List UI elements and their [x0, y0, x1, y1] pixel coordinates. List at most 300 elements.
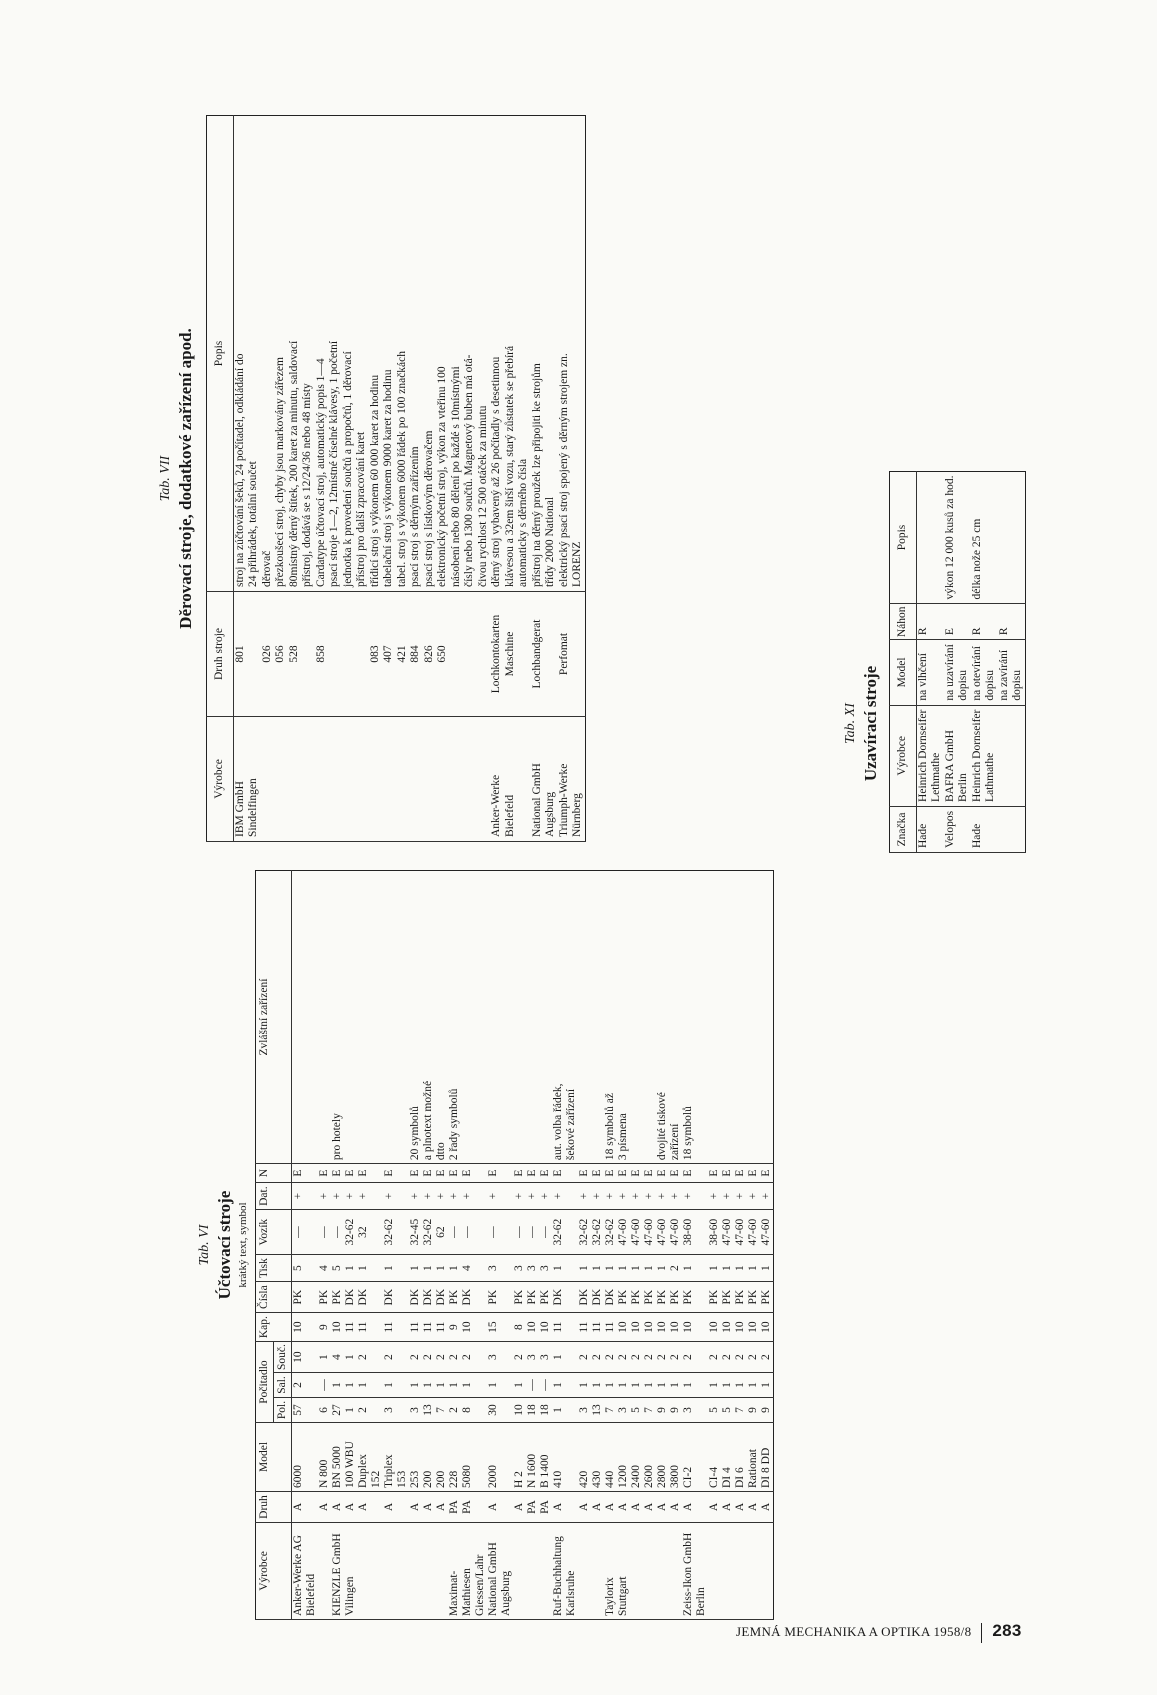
table-cell [526, 871, 539, 1164]
table-cell: DI 4 [721, 1423, 734, 1492]
table-cell: 18 symbolů až [604, 871, 617, 1164]
table-cell: PK [539, 1282, 552, 1313]
table-cell: Duplex [357, 1423, 370, 1492]
table-cell [916, 471, 930, 604]
table-cell [695, 1342, 708, 1373]
table-cell: 2 [656, 1342, 669, 1373]
table-cell: PK [708, 1282, 721, 1313]
table-cell: 32-45 [409, 1210, 422, 1255]
table-row [435, 871, 448, 1620]
table-cell: 1 [760, 1255, 774, 1282]
table-cell: 1 [435, 1255, 448, 1282]
footer-divider [981, 1623, 982, 1643]
table-cell [305, 1373, 318, 1398]
table-cell: DK [435, 1282, 448, 1313]
col-header: Souč. [274, 1342, 292, 1373]
table-cell [305, 1313, 318, 1342]
table-cell: + [760, 1183, 774, 1210]
table-cell [747, 1523, 760, 1620]
table-cell: + [552, 1183, 565, 1210]
table-cell: + [435, 1183, 448, 1210]
table-cell [474, 1210, 487, 1255]
table-cell [305, 1398, 318, 1423]
table-cell [342, 717, 356, 842]
table-cell: E [630, 1164, 643, 1183]
table-cell [274, 717, 288, 842]
table-row [370, 871, 383, 1620]
table-cell: PK [682, 1282, 695, 1313]
col-header: Výrobce [207, 717, 234, 842]
table-cell: 421 [396, 592, 410, 717]
table-cell [565, 1398, 578, 1423]
table-cell: PK [513, 1282, 526, 1313]
table-row [916, 471, 930, 852]
table-cell [370, 1398, 383, 1423]
table-row [682, 871, 695, 1620]
table-row [721, 871, 734, 1620]
table-cell: Heinrich Dornseifer [916, 705, 930, 806]
table-cell: 11 [435, 1313, 448, 1342]
table-cell [984, 471, 998, 604]
table-cell [247, 592, 261, 717]
table-cell: 3 [682, 1398, 695, 1423]
table-row [383, 871, 396, 1620]
table-cell: A [656, 1492, 669, 1523]
table-cell [630, 871, 643, 1164]
table-cell: — [487, 1210, 500, 1255]
table-cell: 2 [747, 1342, 760, 1373]
table-cell: 1 [344, 1373, 357, 1398]
table-cell: a plnotext možné [422, 871, 435, 1164]
table-cell: H 2 [513, 1423, 526, 1492]
table-cell: 1 [318, 1342, 331, 1373]
table-row [558, 116, 572, 842]
table-cell [695, 1313, 708, 1342]
table-cell: 1 [578, 1255, 591, 1282]
table-cell: A [617, 1492, 630, 1523]
table-row [474, 871, 487, 1620]
table-cell [396, 1164, 409, 1183]
table-cell: 3 písmena [617, 871, 630, 1164]
table-row [396, 116, 410, 842]
table-row [643, 871, 656, 1620]
table-6-title: Účtovací stroje [215, 1190, 234, 1300]
table-cell: 1 [422, 1255, 435, 1282]
table-cell: E [448, 1164, 461, 1183]
table-cell [474, 1282, 487, 1313]
table-cell [423, 717, 437, 842]
table-cell: E [344, 1164, 357, 1183]
table-cell: National GmbH [487, 1523, 500, 1620]
table-cell: A [760, 1492, 774, 1523]
table-cell: + [331, 1183, 344, 1210]
col-header: Druh stroje [207, 592, 234, 717]
table-cell [565, 1373, 578, 1398]
table-cell [396, 1373, 409, 1398]
table-cell: E [409, 1164, 422, 1183]
table-cell: 9 [760, 1398, 774, 1423]
table-cell: 10 [760, 1313, 774, 1342]
table-cell: E [357, 1164, 370, 1183]
table-cell: psací stroje 1—2, 12místné číselné klávesy, 1 početní [328, 116, 342, 592]
table-cell [357, 1523, 370, 1620]
table-cell: 3 [578, 1398, 591, 1423]
table-cell: 2 [682, 1342, 695, 1373]
table-cell [747, 871, 760, 1164]
table-cell [695, 1164, 708, 1183]
table-cell: na uzavírání [944, 640, 958, 706]
table-cell: pro hotely [331, 871, 344, 1164]
table-cell [500, 1313, 513, 1342]
table-cell [957, 471, 971, 604]
col-header: Výrobce [256, 1523, 292, 1620]
table-row [396, 871, 409, 1620]
table-cell: 2 [591, 1342, 604, 1373]
table-cell: 1 [487, 1373, 500, 1398]
table-row [930, 471, 944, 852]
table-cell: přezkoušecí stroj, chyby jsou markovány zářezem [274, 116, 288, 592]
table-row [544, 116, 558, 842]
table-cell: 2 [422, 1342, 435, 1373]
table-cell: 1 [422, 1373, 435, 1398]
table-cell [305, 1492, 318, 1523]
table-cell: PK [630, 1282, 643, 1313]
table-cell: + [747, 1183, 760, 1210]
table-cell: DI 8 DD [760, 1423, 774, 1492]
table-cell: 801 [233, 592, 247, 717]
table-row [355, 116, 369, 842]
table-cell [695, 1373, 708, 1398]
table-cell: 20 symbolů [409, 871, 422, 1164]
table-cell: 2000 [487, 1423, 500, 1492]
table-row [656, 871, 669, 1620]
col-header: Náhon [890, 604, 917, 640]
table-cell: 200 [422, 1423, 435, 1492]
table-cell [517, 717, 531, 842]
col-header: Pol. [274, 1398, 292, 1423]
table-cell: 200 [435, 1423, 448, 1492]
table-cell: + [617, 1183, 630, 1210]
table-cell: 47-60 [760, 1210, 774, 1255]
table-cell [500, 1342, 513, 1373]
table-cell: klávesou a 32em širší vozu, starý zůstatek se přebírá [504, 116, 518, 592]
table-cell: PK [734, 1282, 747, 1313]
table-cell: Triplex [383, 1423, 396, 1492]
table-cell: dopisu [957, 640, 971, 706]
table-cell [1011, 806, 1025, 852]
table-cell: délka nože 25 cm [971, 471, 985, 604]
table-row [409, 116, 423, 842]
table-cell: dopisu [984, 640, 998, 706]
table-cell: — [461, 1210, 474, 1255]
table-cell: — [331, 1210, 344, 1255]
table-cell: 6000 [292, 1423, 306, 1492]
table-cell: R [916, 604, 930, 640]
table-cell: + [422, 1183, 435, 1210]
table-cell: PA [461, 1492, 474, 1523]
table-cell: E [513, 1164, 526, 1183]
table-cell: PK [448, 1282, 461, 1313]
table-row [734, 871, 747, 1620]
table-cell: + [630, 1183, 643, 1210]
table-cell: 1 [721, 1373, 734, 1398]
table-cell [539, 1523, 552, 1620]
table-cell [474, 1423, 487, 1492]
table-cell: 30 [487, 1398, 500, 1423]
table-cell: A [591, 1492, 604, 1523]
table-cell [396, 1210, 409, 1255]
table-cell [630, 1523, 643, 1620]
table-cell [435, 1523, 448, 1620]
table-cell [695, 1398, 708, 1423]
table-cell [544, 592, 558, 717]
table-cell: + [461, 1183, 474, 1210]
table-cell: 2 [461, 1342, 474, 1373]
table-cell: 1 [344, 1255, 357, 1282]
table-row [423, 116, 437, 842]
table-cell: 152 [370, 1423, 383, 1492]
table-cell: 57 [292, 1398, 306, 1423]
table-cell: KIENZLE GmbH [331, 1523, 344, 1620]
table-cell: 253 [409, 1423, 422, 1492]
table-cell [721, 1523, 734, 1620]
table-cell: 153 [396, 1423, 409, 1492]
table-row [1011, 471, 1025, 852]
table-row [669, 871, 682, 1620]
table-cell: Bielefeld [305, 1523, 318, 1620]
table-cell [760, 1523, 774, 1620]
table-cell [571, 592, 585, 717]
table-cell [477, 592, 491, 717]
table-cell [305, 1342, 318, 1373]
table-cell: 5 [721, 1398, 734, 1423]
table-cell: 9 [747, 1398, 760, 1423]
col-header: Výrobce [890, 705, 917, 806]
table-row [617, 871, 630, 1620]
table-cell [513, 1523, 526, 1620]
table-cell: Cardatype účtovací stroj, automatický popis 1—4 [315, 116, 329, 592]
table-cell: 18 symbolů [682, 871, 695, 1164]
table-cell: 083 [369, 592, 383, 717]
table-row [436, 116, 450, 842]
table-row [448, 871, 461, 1620]
table-cell: + [604, 1183, 617, 1210]
table-cell: 1 [669, 1373, 682, 1398]
table-cell: E [734, 1164, 747, 1183]
table-cell: 1 [344, 1342, 357, 1373]
table-cell [565, 1492, 578, 1523]
table-cell: E [656, 1164, 669, 1183]
table-cell: A [682, 1492, 695, 1523]
table-cell [643, 1523, 656, 1620]
table-cell: 10 [292, 1313, 306, 1342]
table-cell: 1 [721, 1255, 734, 1282]
table-cell [721, 871, 734, 1164]
table-cell: Nürnberg [571, 717, 585, 842]
table-cell: Stuttgart [617, 1523, 630, 1620]
table-cell: DK [409, 1282, 422, 1313]
table-cell: Sindelfingen [247, 717, 261, 842]
table-cell [474, 1164, 487, 1183]
table-cell: 9 [669, 1398, 682, 1423]
col-header: Model [890, 640, 917, 706]
table-cell: E [669, 1164, 682, 1183]
table-cell: R [971, 604, 985, 640]
table-cell: E [487, 1164, 500, 1183]
table-cell [565, 1164, 578, 1183]
table-cell: 2 [357, 1342, 370, 1373]
table-cell: 650 [436, 592, 450, 717]
table-cell [565, 1183, 578, 1210]
table-cell: 2 [513, 1342, 526, 1373]
table-cell [305, 1210, 318, 1255]
table-cell [984, 806, 998, 852]
table-cell: 11 [591, 1313, 604, 1342]
table-cell: 1 [591, 1255, 604, 1282]
table-cell: 2 [357, 1398, 370, 1423]
table-cell: E [461, 1164, 474, 1183]
table-cell [500, 1183, 513, 1210]
table-cell: 1 [682, 1255, 695, 1282]
table-cell: PK [487, 1282, 500, 1313]
table-cell: 407 [382, 592, 396, 717]
table-cell: Mathiesen [461, 1523, 474, 1620]
table-cell: Lethmathe [930, 705, 944, 806]
col-header: Kap. [256, 1313, 292, 1342]
table-cell: 5 [292, 1255, 306, 1282]
table-cell [513, 871, 526, 1164]
table-cell: 10 [643, 1313, 656, 1342]
table-cell: A [669, 1492, 682, 1523]
table-cell [305, 871, 318, 1164]
table-cell [342, 592, 356, 717]
table-cell [695, 1282, 708, 1313]
table-cell: E [292, 1164, 306, 1183]
table-cell [500, 1282, 513, 1313]
table-row [571, 116, 585, 842]
table-cell [998, 471, 1012, 604]
table-cell: E [708, 1164, 721, 1183]
table-cell: 1 [461, 1373, 474, 1398]
table-cell: + [578, 1183, 591, 1210]
table-row [422, 871, 435, 1620]
table-cell: PK [721, 1282, 734, 1313]
table-cell [370, 1183, 383, 1210]
table-row [315, 116, 329, 842]
table-cell: DK [357, 1282, 370, 1313]
table-cell [565, 1313, 578, 1342]
table-6-number: Tab. VI [197, 1224, 212, 1266]
table-cell [396, 717, 410, 842]
table-cell: 10 [526, 1313, 539, 1342]
table-cell: 1 [643, 1373, 656, 1398]
table-cell [474, 1373, 487, 1398]
table-cell [669, 1523, 682, 1620]
table-cell: DK [461, 1282, 474, 1313]
table-cell: 27 [331, 1398, 344, 1423]
table-cell: 1 [734, 1255, 747, 1282]
table-cell: děrný stroj vybavený až 26 počítadly s desetinnou [490, 116, 504, 592]
table-cell: 7 [435, 1398, 448, 1423]
table-row [369, 116, 383, 842]
table-cell [477, 717, 491, 842]
table-cell [292, 871, 306, 1164]
table-cell [957, 806, 971, 852]
table-11-number: Tab. XI [843, 703, 858, 744]
table-cell: E [944, 604, 958, 640]
table-cell [526, 1523, 539, 1620]
table-cell: E [435, 1164, 448, 1183]
table-cell: A [747, 1492, 760, 1523]
table-cell [409, 1523, 422, 1620]
table-cell: 1 [552, 1373, 565, 1398]
table-cell: jednotka k provedení součtů a propočtů, 1 děrovací [342, 116, 356, 592]
table-11-block [843, 475, 1026, 853]
table-cell [998, 806, 1012, 852]
table-cell: A [331, 1492, 344, 1523]
table-cell: 47-60 [734, 1210, 747, 1255]
table-cell: čivou rychlost 12 500 otáček za minutu [477, 116, 491, 592]
table-cell: 32-62 [422, 1210, 435, 1255]
table-cell: PK [747, 1282, 760, 1313]
table-cell [370, 1210, 383, 1255]
table-cell: 10 [292, 1342, 306, 1373]
table-cell: Anker-Werke [490, 717, 504, 842]
table-cell [487, 871, 500, 1164]
table-cell: Hade [971, 806, 985, 852]
table-cell [261, 717, 275, 842]
table-6 [255, 870, 774, 1620]
table-cell: 10 [617, 1313, 630, 1342]
table-cell [539, 871, 552, 1164]
table-cell: A [357, 1492, 370, 1523]
table-row [971, 471, 985, 852]
table-cell [370, 871, 383, 1164]
table-cell [355, 717, 369, 842]
col-header: Sal. [274, 1373, 292, 1398]
table-cell: PK [760, 1282, 774, 1313]
table-cell: 3 [539, 1255, 552, 1282]
table-cell: Karlsruhe [565, 1523, 578, 1620]
table-cell: 10 [682, 1313, 695, 1342]
table-cell [370, 1342, 383, 1373]
table-cell: 2 [643, 1342, 656, 1373]
table-row [630, 871, 643, 1620]
table-cell [656, 1523, 669, 1620]
table-cell: na vlhčení [916, 640, 930, 706]
table-cell: PK [656, 1282, 669, 1313]
table-cell [409, 717, 423, 842]
table-cell: Lochkontokarten [490, 592, 504, 717]
table-cell: PK [331, 1282, 344, 1313]
table-cell [396, 1342, 409, 1373]
table-row [487, 871, 500, 1620]
table-cell: 10 [747, 1313, 760, 1342]
table-row [944, 471, 958, 852]
table-cell [318, 1523, 331, 1620]
table-cell: 10 [513, 1398, 526, 1423]
table-row [998, 471, 1012, 852]
table-cell: 13 [422, 1398, 435, 1423]
table-cell: 228 [448, 1423, 461, 1492]
table-cell: DK [591, 1282, 604, 1313]
table-cell: 1 [448, 1373, 461, 1398]
table-cell: B 1400 [539, 1423, 552, 1492]
table-cell: 2 [669, 1342, 682, 1373]
table-cell: psací stroj s děrným zařízením [409, 116, 423, 592]
table-row [261, 116, 275, 842]
table-cell: 3 [526, 1342, 539, 1373]
